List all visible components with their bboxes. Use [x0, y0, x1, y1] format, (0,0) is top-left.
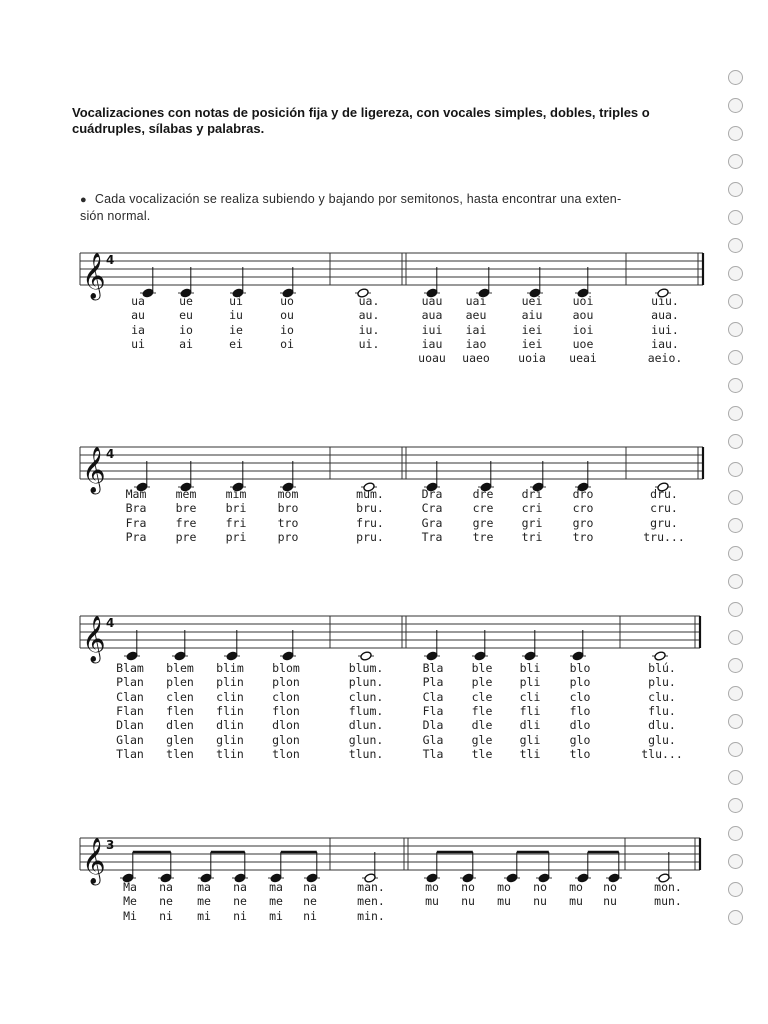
syllable: uaeo — [462, 351, 490, 366]
syllable: mo — [569, 880, 583, 894]
syllable: mom — [277, 487, 299, 501]
syllable: aiu — [521, 308, 543, 323]
syllable: tro — [572, 529, 594, 544]
binding-ring — [728, 882, 743, 897]
whole-note — [360, 651, 372, 661]
binding-ring — [728, 714, 743, 729]
binding-ring — [728, 406, 743, 421]
title-line-2: cuádruples, sílabas y palabras. — [72, 121, 265, 136]
lyric-row — [0, 909, 768, 924]
syllable: na — [303, 880, 317, 894]
syllable: clu. — [648, 689, 676, 704]
syllable: gro — [572, 515, 594, 530]
binding-ring — [728, 182, 743, 197]
binding-ring — [728, 462, 743, 477]
syllable: pro — [277, 529, 299, 544]
syllable: Cla — [422, 689, 444, 704]
syllable: ui. — [358, 336, 380, 351]
syllable: Flan — [116, 703, 144, 718]
syllable: ne — [159, 894, 173, 909]
binding-ring — [728, 350, 743, 365]
syllable: iui — [421, 322, 443, 337]
syllable: Tla — [422, 746, 444, 761]
syllable: dri — [521, 487, 543, 501]
lyric-row — [0, 516, 768, 531]
binding-ring — [728, 210, 743, 225]
syllable: ma — [269, 880, 283, 894]
syllable: tru... — [643, 529, 685, 544]
lyric-row — [0, 487, 768, 502]
syllable: eu — [179, 308, 193, 323]
binding-ring — [728, 378, 743, 393]
syllable: dro — [572, 487, 594, 501]
syllable: uo — [280, 294, 294, 308]
syllable: cle — [471, 689, 493, 704]
binding-ring — [728, 910, 743, 925]
syllable: Gra — [421, 515, 443, 530]
syllable: uoau — [418, 351, 446, 366]
syllable: ni — [159, 908, 173, 923]
syllable: au — [131, 308, 145, 323]
syllable: ui — [131, 336, 145, 351]
syllable: clo — [569, 689, 591, 704]
title-line-1: Vocalizaciones con notas de posición fija y de ligereza, con vocales simples, dobles, triples o — [72, 105, 650, 120]
syllable: ni — [303, 908, 317, 923]
quarter-note — [282, 651, 294, 661]
syllable: ue — [179, 294, 193, 308]
syllable: bli — [519, 661, 541, 675]
syllable: gli — [519, 732, 541, 747]
syllable: tli — [519, 746, 541, 761]
syllable: plo — [569, 675, 591, 690]
syllable: me — [269, 894, 283, 909]
syllable: ple — [471, 675, 493, 690]
syllable: aua — [421, 308, 443, 323]
syllable: mo — [425, 880, 439, 894]
bullet-icon: ● — [80, 194, 87, 206]
syllable: mun. — [654, 894, 682, 909]
lyric-row — [0, 501, 768, 516]
syllable: Tra — [421, 529, 443, 544]
syllable: fle — [471, 703, 493, 718]
syllable: blú. — [648, 661, 676, 675]
syllable: bru. — [356, 501, 384, 516]
syllable: glu. — [648, 732, 676, 747]
treble-clef-icon: 𝄞 — [82, 447, 106, 493]
syllable: cre — [472, 501, 494, 516]
syllable: glen — [166, 732, 194, 747]
lyric-row — [0, 351, 768, 366]
syllable: blom — [272, 661, 300, 675]
syllable: blem — [166, 661, 194, 675]
binding-ring — [728, 518, 743, 533]
syllable: iai — [465, 322, 487, 337]
syllable: ioi — [572, 322, 594, 337]
syllable: iei — [521, 322, 543, 337]
syllable: iu — [229, 308, 243, 323]
syllable: aou — [572, 308, 594, 323]
syllable: no — [461, 880, 475, 894]
syllable: glin — [216, 732, 244, 747]
syllable: blo — [569, 661, 591, 675]
treble-clef-icon: 𝄞 — [82, 616, 106, 662]
staff-1 — [0, 233, 768, 303]
binding-ring — [728, 70, 743, 85]
syllable: ui — [229, 294, 243, 308]
syllable: ble — [471, 661, 493, 675]
syllable: flon — [272, 703, 300, 718]
syllable: Gla — [422, 732, 444, 747]
syllable: Bra — [125, 501, 147, 516]
syllable: tlo — [569, 746, 591, 761]
syllable: fri — [225, 515, 247, 530]
binding-ring — [728, 798, 743, 813]
quarter-note — [474, 651, 486, 661]
syllable: plon — [272, 675, 300, 690]
syllable: mi — [269, 908, 283, 923]
syllable: ua — [131, 294, 145, 308]
syllable: clin — [216, 689, 244, 704]
syllable: bri — [225, 501, 247, 516]
instruction-line-2: sión normal. — [80, 209, 151, 223]
syllable: plun. — [348, 675, 384, 690]
quarter-note — [226, 651, 238, 661]
syllable: Blam — [116, 661, 144, 675]
syllable: mo — [497, 880, 511, 894]
lyric-row — [0, 894, 768, 909]
syllable: clun. — [348, 689, 384, 704]
syllable: oi — [280, 336, 294, 351]
syllable: uoia — [518, 351, 546, 366]
syllable: mu — [497, 894, 511, 909]
syllable: na — [159, 880, 173, 894]
lyric-row — [0, 337, 768, 352]
syllable: dli — [519, 718, 541, 733]
syllable: ou — [280, 308, 294, 323]
syllable: dlu. — [648, 718, 676, 733]
syllable: Glan — [116, 732, 144, 747]
lyric-row — [0, 733, 768, 748]
syllable: io — [280, 322, 294, 337]
syllable: nu — [603, 894, 617, 909]
syllable: man. — [357, 880, 385, 894]
syllable: io — [179, 322, 193, 337]
binding-ring — [728, 98, 743, 113]
syllable: blum. — [348, 661, 384, 675]
syllable: tle — [471, 746, 493, 761]
syllable: na — [233, 880, 247, 894]
syllable: dru. — [650, 487, 678, 501]
syllable: blim — [216, 661, 244, 675]
syllable: flum. — [348, 703, 384, 718]
syllable: no — [603, 880, 617, 894]
syllable: dre — [472, 487, 494, 501]
syllable: au. — [358, 308, 380, 323]
syllable: tlon — [272, 746, 300, 761]
syllable: nu — [461, 894, 475, 909]
syllable: Dra — [421, 487, 443, 501]
time-signature: 4 — [106, 447, 115, 461]
lyric-row — [0, 661, 768, 676]
syllable: clen — [166, 689, 194, 704]
syllable: Dla — [422, 718, 444, 733]
syllable: ai — [179, 336, 193, 351]
binding-ring — [728, 630, 743, 645]
syllable: plen — [166, 675, 194, 690]
syllable: glo — [569, 732, 591, 747]
syllable: bro — [277, 501, 299, 516]
binding-ring — [728, 574, 743, 589]
syllable: ne — [303, 894, 317, 909]
syllable: min. — [357, 908, 385, 923]
quarter-note — [572, 651, 584, 661]
lyric-row — [0, 323, 768, 338]
syllable: mim — [225, 487, 247, 501]
binding-ring — [728, 854, 743, 869]
syllable: pli — [519, 675, 541, 690]
syllable: tlu... — [641, 746, 683, 761]
syllable: pru. — [356, 529, 384, 544]
syllable: Fra — [125, 515, 147, 530]
syllable: glon — [272, 732, 300, 747]
binding-ring — [728, 770, 743, 785]
syllable: ueai — [569, 351, 597, 366]
syllable: iu. — [358, 322, 380, 337]
lyric-row — [0, 690, 768, 705]
binding-ring — [728, 294, 743, 309]
whole-note — [654, 651, 666, 661]
quarter-note — [426, 651, 438, 661]
quarter-note — [524, 651, 536, 661]
syllable: dlin — [216, 718, 244, 733]
syllable: dlen — [166, 718, 194, 733]
syllable: mi — [197, 908, 211, 923]
syllable: mu — [569, 894, 583, 909]
syllable: ni — [233, 908, 247, 923]
syllable: Mam — [125, 487, 147, 501]
syllable: mum. — [356, 487, 384, 501]
binding-ring — [728, 126, 743, 141]
syllable: Fla — [422, 703, 444, 718]
syllable: plin — [216, 675, 244, 690]
treble-clef-icon: 𝄞 — [82, 253, 106, 299]
syllable: iau — [421, 336, 443, 351]
syllable: Clan — [116, 689, 144, 704]
syllable: ie — [229, 322, 243, 337]
lyric-row — [0, 294, 768, 309]
syllable: no — [533, 880, 547, 894]
syllable: dlun. — [348, 718, 384, 733]
lyric-row — [0, 718, 768, 733]
syllable: uoe — [572, 336, 594, 351]
time-signature: 4 — [106, 253, 115, 267]
syllable: Bla — [422, 661, 444, 675]
lyric-row — [0, 675, 768, 690]
syllable: bre — [175, 501, 197, 516]
syllable: iui. — [651, 322, 679, 337]
syllable: Pla — [422, 675, 444, 690]
lyric-row — [0, 530, 768, 545]
binding-ring — [728, 434, 743, 449]
binding-ring — [728, 602, 743, 617]
syllable: uei — [521, 294, 543, 308]
syllable: mu — [425, 894, 439, 909]
syllable: mon. — [654, 880, 682, 894]
syllable: Me — [123, 894, 137, 909]
syllable: gru. — [650, 515, 678, 530]
syllable: glun. — [348, 732, 384, 747]
time-signature: 4 — [106, 616, 115, 630]
time-signature: 3 — [106, 838, 115, 852]
syllable: iei — [521, 336, 543, 351]
syllable: cro — [572, 501, 594, 516]
lyric-row — [0, 308, 768, 323]
syllable: tri — [521, 529, 543, 544]
syllable: uiu. — [651, 294, 679, 308]
syllable: fre — [175, 515, 197, 530]
binding-ring — [728, 546, 743, 561]
staff-3 — [0, 596, 768, 666]
syllable: ma — [197, 880, 211, 894]
syllable: flu. — [648, 703, 676, 718]
binding-ring — [728, 238, 743, 253]
syllable: flen — [166, 703, 194, 718]
syllable: dle — [471, 718, 493, 733]
lyric-row — [0, 747, 768, 762]
syllable: Cra — [421, 501, 443, 516]
instruction-line-1: Cada vocalización se realiza subiendo y bajando por semitonos, hasta encontrar una exten- — [94, 192, 622, 206]
lyric-row — [0, 880, 768, 895]
syllable: pre — [175, 529, 197, 544]
syllable: ei — [229, 336, 243, 351]
syllable: uau — [421, 294, 443, 308]
syllable: Mi — [123, 908, 137, 923]
syllable: men. — [357, 894, 385, 909]
binding-ring — [728, 686, 743, 701]
syllable: dlo — [569, 718, 591, 733]
syllable: plu. — [648, 675, 676, 690]
syllable: gri — [521, 515, 543, 530]
syllable: tlen — [166, 746, 194, 761]
binding-rings — [720, 70, 750, 970]
syllable: cru. — [650, 501, 678, 516]
syllable: aeio. — [647, 351, 683, 366]
syllable: gle — [471, 732, 493, 747]
syllable: fli — [519, 703, 541, 718]
binding-ring — [728, 322, 743, 337]
syllable: cri — [521, 501, 543, 516]
binding-ring — [728, 266, 743, 281]
syllable: gre — [472, 515, 494, 530]
lyric-row — [0, 704, 768, 719]
syllable: tlun. — [348, 746, 384, 761]
binding-ring — [728, 154, 743, 169]
binding-ring — [728, 742, 743, 757]
instructions — [80, 191, 710, 224]
syllable: cli — [519, 689, 541, 704]
quarter-note — [174, 651, 186, 661]
page-title — [72, 105, 712, 137]
syllable: flin — [216, 703, 244, 718]
syllable: nu — [533, 894, 547, 909]
syllable: uoi — [572, 294, 594, 308]
treble-clef-icon: 𝄞 — [82, 838, 106, 884]
syllable: iau. — [651, 336, 679, 351]
syllable: tro — [277, 515, 299, 530]
syllable: iao — [465, 336, 487, 351]
syllable: dlon — [272, 718, 300, 733]
syllable: tre — [472, 529, 494, 544]
syllable: Tlan — [116, 746, 144, 761]
quarter-note — [126, 651, 138, 661]
syllable: Ma — [123, 880, 137, 894]
syllable: Plan — [116, 675, 144, 690]
syllable: aua. — [651, 308, 679, 323]
syllable: ua. — [358, 294, 380, 308]
syllable: ne — [233, 894, 247, 909]
staff-4 — [0, 818, 768, 888]
syllable: clon — [272, 689, 300, 704]
syllable: aeu — [465, 308, 487, 323]
syllable: mem — [175, 487, 197, 501]
syllable: pri — [225, 529, 247, 544]
syllable: me — [197, 894, 211, 909]
syllable: Dlan — [116, 718, 144, 733]
syllable: tlin — [216, 746, 244, 761]
binding-ring — [728, 490, 743, 505]
syllable: Pra — [125, 529, 147, 544]
binding-ring — [728, 658, 743, 673]
syllable: flo — [569, 703, 591, 718]
binding-ring — [728, 826, 743, 841]
syllable: uai — [465, 294, 487, 308]
syllable: fru. — [356, 515, 384, 530]
syllable: ia — [131, 322, 145, 337]
